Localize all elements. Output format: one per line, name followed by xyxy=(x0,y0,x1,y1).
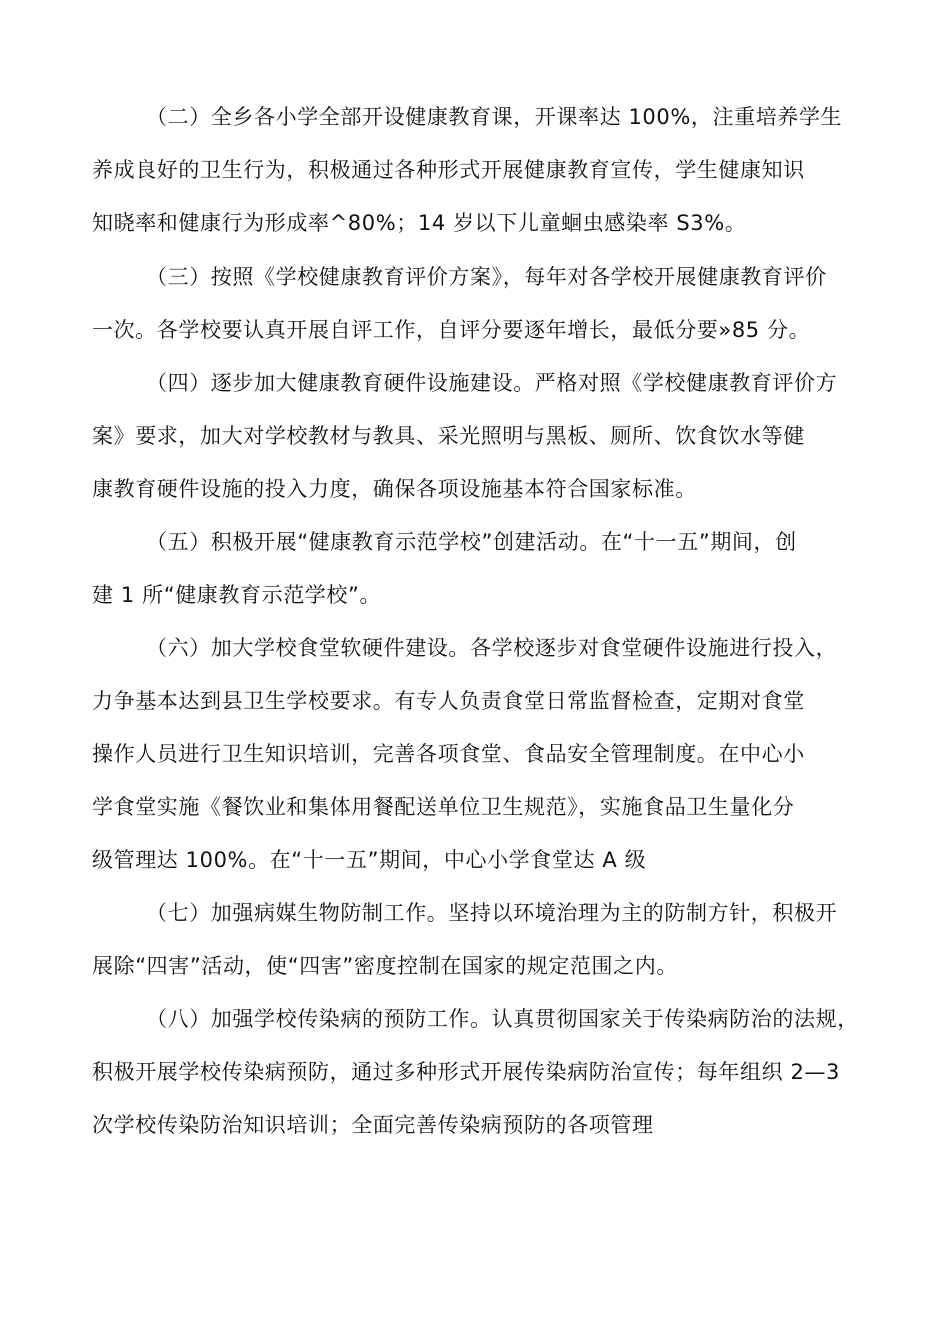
paragraph-line: 级管理达 100%。在“十一五”期间，中心小学食堂达 A 级 xyxy=(92,848,647,872)
paragraph-line: 案》要求，加大对学校教材与教具、采光照明与黑板、厕所、饮食饮水等健 xyxy=(92,424,805,448)
paragraph-line: （三）按照《学校健康教育评价方案》，每年对各学校开展健康教育评价 xyxy=(146,265,827,289)
paragraph-line: （四）逐步加大健康教育硬件设施建设。严格对照《学校健康教育评价方 xyxy=(146,371,838,395)
paragraph-line: 次学校传染防治知识培训；全面完善传染病预防的各项管理 xyxy=(92,1113,654,1137)
paragraph-line: （二）全乡各小学全部开设健康教育课，开课率达 100%，注重培养学生 xyxy=(146,105,843,129)
paragraph-line: 一次。各学校要认真开展自评工作，自评分要逐年增长，最低分要»85 分。 xyxy=(92,318,811,342)
paragraph-line: 养成良好的卫生行为，积极通过各种形式开展健康教育宣传，学生健康知识 xyxy=(92,158,805,182)
paragraph-line: （五）积极开展“健康教育示范学校”创建活动。在“十一五”期间，创 xyxy=(146,530,797,554)
paragraph-line: 康教育硬件设施的投入力度，确保各项设施基本符合国家标准。 xyxy=(92,477,697,501)
paragraph-line: （八）加强学校传染病的预防工作。认真贯彻国家关于传染病防治的法规， xyxy=(146,1007,859,1031)
paragraph-line: （六）加大学校食堂软硬件建设。各学校逐步对食堂硬件设施进行投入， xyxy=(146,636,838,660)
paragraph-line: （七）加强病媒生物防制工作。坚持以环境治理为主的防制方针，积极开 xyxy=(146,901,838,925)
paragraph-line: 知晓率和健康行为形成率^80%；14 岁以下儿童蛔虫感染率 S3%。 xyxy=(92,211,747,235)
paragraph-line: 力争基本达到县卫生学校要求。有专人负责食堂日常监督检查，定期对食堂 xyxy=(92,689,805,713)
paragraph-line: 积极开展学校传染病预防，通过多种形式开展传染病防治宣传；每年组织 2—3 xyxy=(92,1060,840,1084)
paragraph-line: 建 1 所“健康教育示范学校”。 xyxy=(92,583,382,607)
paragraph-line: 学食堂实施《餐饮业和集体用餐配送单位卫生规范》，实施食品卫生量化分 xyxy=(92,795,795,819)
paragraph-line: 操作人员进行卫生知识培训，完善各项食堂、食品安全管理制度。在中心小 xyxy=(92,742,805,766)
paragraph-line: 展除“四害”活动，使“四害”密度控制在国家的规定范围之内。 xyxy=(92,954,678,978)
